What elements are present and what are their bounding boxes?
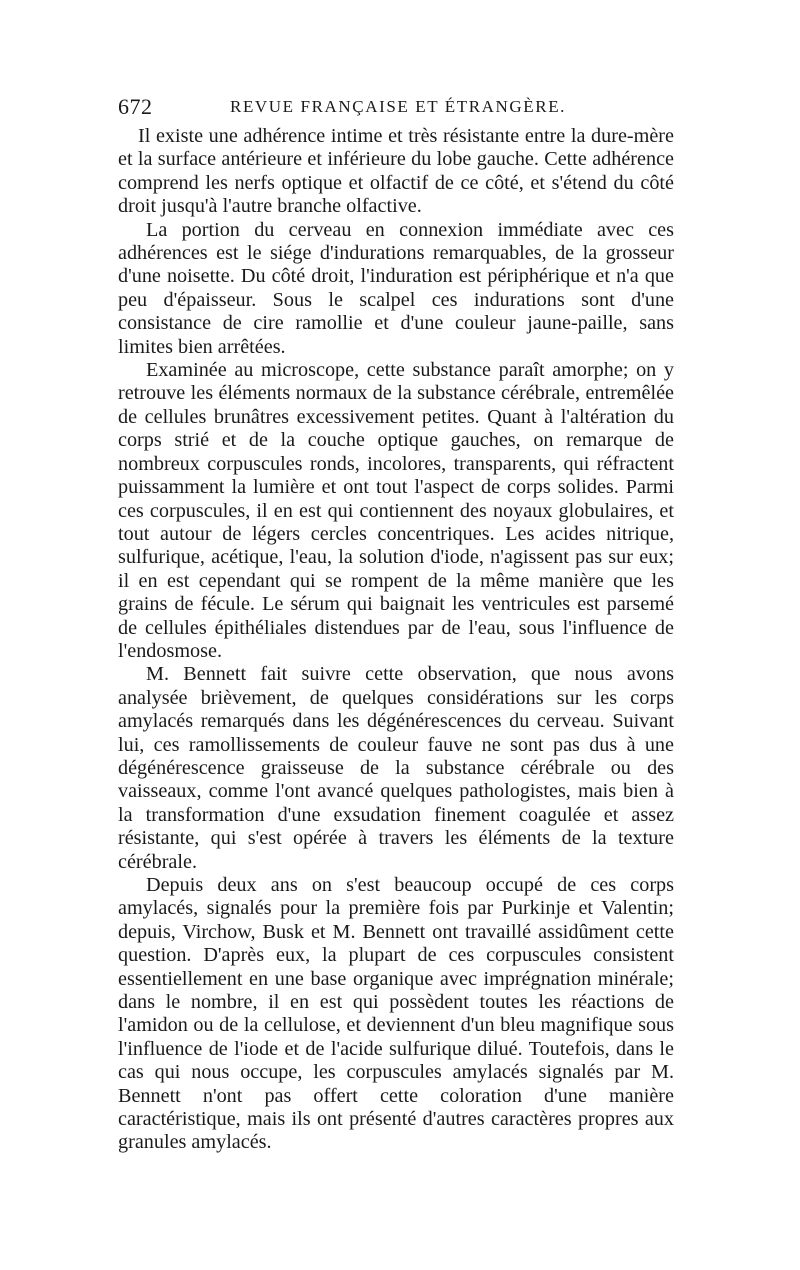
- paragraph-2: La portion du cerveau en connexion immédiate avec ces adhérences est le siége d'indurations remarquables, de la grosseur d'une noisette. Du côté droit, l'induration est périphérique et n'a que peu d'épaisseur. Sous le scalpel ces indurations sont d'une consistance de cire ramollie et d'une couleur jaune-paille, sans limites bien arrêtées.: [118, 218, 674, 358]
- paragraph-1: Il existe une adhérence intime et très résistante entre la dure-mère et la surface antérieure et inférieure du lobe gauche. Cette adhérence comprend les nerfs optique et olfactif de ce côté, et s'étend du côté droit jusqu'à l'autre branche olfactive.: [118, 125, 674, 218]
- running-head: REVUE FRANÇAISE ET ÉTRANGÈRE.: [230, 97, 567, 116]
- paragraph-3: Examinée au microscope, cette substance paraît amorphe; on y retrouve les éléments normaux de la substance cérébrale, entremêlée de cellules brunâtres excessivement petites. Quant à l'altération du corps strié et de la couche optique gauches, on remarque de nombreux corpuscules ronds, incolores, transparents, qui réfractent puissamment la lumière et ont tout l'aspect de corps solides. Parmi ces corpuscules, il en est qui contiennent des noyaux globulaires, et tout autour de légers cercles concentriques. Les acides nitrique, sulfurique, acétique, l'eau, la solution d'iode, n'agissent pas sur eux; il en est cependant qui se rompent de la même manière que les grains de fécule. Le sérum qui baignait les ventricules est parsemé de cellules épithéliales distendues par de l'eau, sous l'influence de l'endosmose.: [118, 359, 674, 662]
- page-header: [118, 92, 678, 122]
- body-text: [118, 125, 674, 1155]
- page-number: 672: [118, 94, 153, 119]
- paragraph-4: M. Bennett fait suivre cette observation, que nous avons analysée brièvement, de quelques considérations sur les corps amylacés remarqués dans les dégénérescences du cerveau. Suivant lui, ces ramollissements de couleur fauve ne sont pas dus à une dégénérescence graisseuse de la substance cérébrale ou des vaisseaux, comme l'ont avancé quelques pathologistes, mais bien à la transformation d'une exsudation finement coagulée et assez résistante, qui s'est opérée à travers les éléments de la texture cérébrale.: [118, 663, 674, 873]
- paragraph-5: Depuis deux ans on s'est beaucoup occupé de ces corps amylacés, signalés pour la première fois par Purkinje et Valentin; depuis, Virchow, Busk et M. Bennett ont travaillé assidûment cette question. D'après eux, la plupart de ces corpuscules consistent essentiellement en une base organique avec imprégnation minérale; dans le nombre, il en est qui possèdent toutes les réactions de l'amidon ou de la cellulose, et deviennent d'un bleu magnifique sous l'influence de l'iode et de l'acide sulfurique dilué. Toutefois, dans le cas qui nous occupe, les corpuscules amylacés signalés par M. Bennett n'ont pas offert cette coloration d'une manière caractéristique, mais ils ont présenté d'autres caractères propres aux granules amylacés.: [118, 874, 674, 1154]
